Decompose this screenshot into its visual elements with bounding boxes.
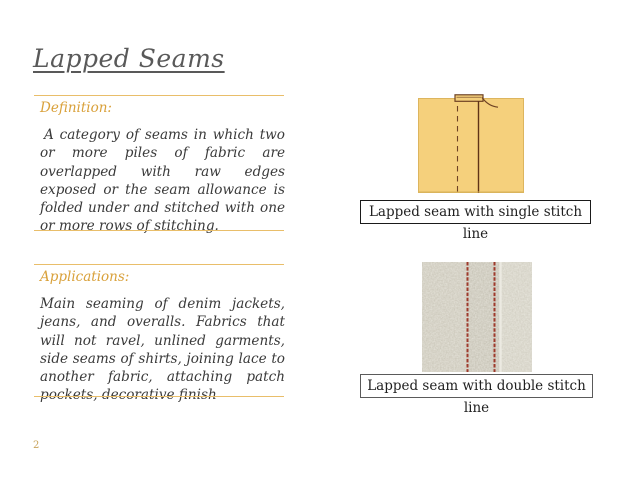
definition-heading: Definition: bbox=[40, 100, 112, 116]
applications-divider-top bbox=[34, 264, 284, 265]
applications-heading: Applications: bbox=[40, 269, 130, 285]
applications-divider-bottom bbox=[34, 396, 284, 397]
page-number: 2 bbox=[33, 440, 40, 451]
single-stitch-diagram-image bbox=[418, 94, 524, 193]
page-title: Lapped Seams bbox=[33, 44, 225, 73]
double-stitch-caption: Lapped seam with double stitch line bbox=[360, 374, 593, 398]
definition-divider-bottom bbox=[34, 230, 284, 231]
single-stitch-caption: Lapped seam with single stitch line bbox=[360, 200, 591, 224]
definition-body: A category of seams in which two or more piles of fabric are overlapped with raw edges exposed or the seam allowance is folded under and stitched with one or more rows of stitching. bbox=[40, 127, 285, 235]
applications-body: Main seaming of denim jackets, jeans, and overalls. Fabrics that will not ravel, unlined garments, side seams of shirts, joining lace to another fabric, attaching patch pockets, decorative finish bbox=[40, 296, 285, 404]
definition-divider-top bbox=[34, 95, 284, 96]
double-stitch-photo-image bbox=[422, 262, 532, 372]
